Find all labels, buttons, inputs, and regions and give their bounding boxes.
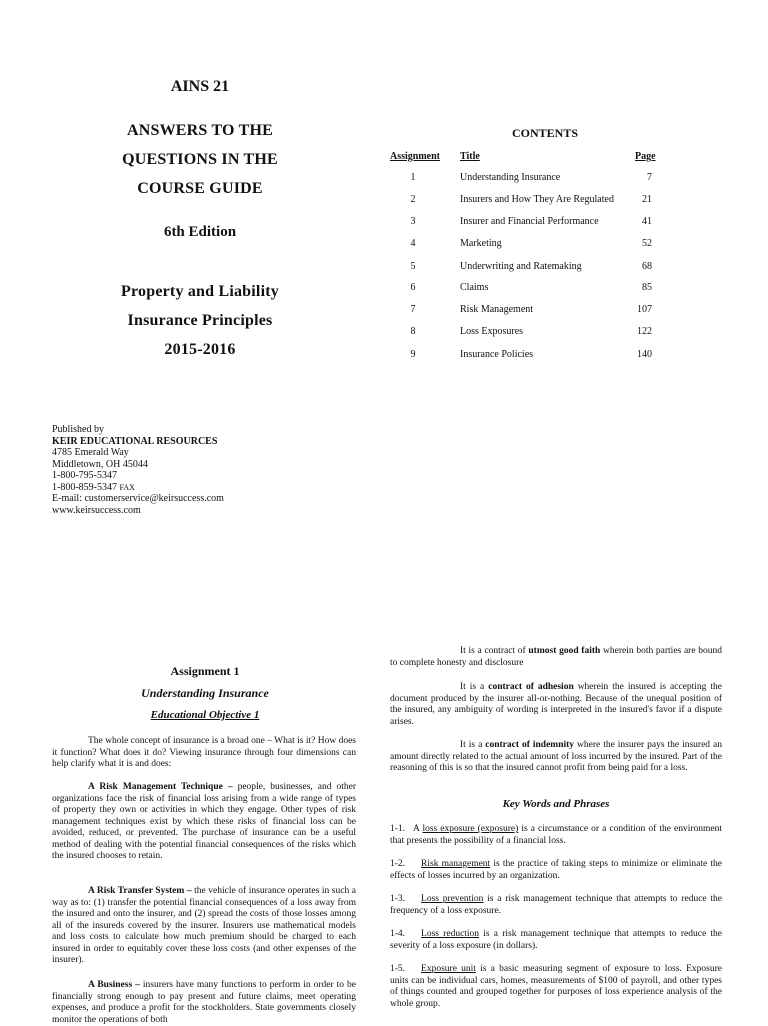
intro-paragraph <box>52 736 356 771</box>
title-line-3: COURSE GUIDE <box>137 180 263 197</box>
toc-row <box>390 261 660 275</box>
risk-management-term: A Risk Management Technique – <box>88 782 233 792</box>
toc-row-title: Insurer and Financial Performance <box>460 216 599 227</box>
publisher-city: Middletown, OH 45044 <box>52 458 148 470</box>
toc-row-number: 4 <box>410 238 416 249</box>
toc-row-page: 122 <box>637 326 652 337</box>
indemnity-pre: It is a <box>460 740 486 750</box>
key-term-number: 1-2. <box>390 859 406 869</box>
toc-row-page: 107 <box>637 304 652 315</box>
key-term-number: 1-4. <box>390 929 406 939</box>
risk-management-paragraph <box>52 782 356 863</box>
adhesion-pre: It is a <box>460 682 489 692</box>
utmost-good-faith-term: utmost good faith <box>528 646 601 656</box>
toc-header-title: Title <box>460 151 480 162</box>
toc-row-number: 5 <box>410 261 416 272</box>
risk-management-key-term: Risk management <box>421 859 491 869</box>
key-term-number: 1-5. <box>390 964 406 974</box>
toc-row-title: Risk Management <box>460 304 534 315</box>
key-term-1-3 <box>390 894 722 917</box>
utmost-good-faith-paragraph <box>390 646 722 669</box>
toc-row-page: 52 <box>642 238 652 249</box>
subtitle-line-1: Property and Liability <box>121 283 279 300</box>
toc-row <box>390 172 660 186</box>
assignment-subtitle: Understanding Insurance <box>141 686 269 700</box>
key-term-1-5 <box>390 964 722 1010</box>
adhesion-paragraph <box>390 682 722 728</box>
loss-reduction-term: Loss reduction <box>421 929 480 939</box>
toc-row-title: Understanding Insurance <box>460 172 561 183</box>
intro-text: The whole concept of insurance is a broad one – What is it? How does it function? What does it do? Viewing insurance through four dimensions can help clarify what it is and does: <box>52 736 356 769</box>
key-term-1-4 <box>390 929 722 952</box>
toc-row-title: Loss Exposures <box>460 326 524 337</box>
key-term-1-2 <box>390 859 722 882</box>
good-faith-pre: It is a contract of <box>460 646 529 656</box>
toc-header-assignment: Assignment <box>390 151 441 162</box>
toc-row-number: 1 <box>410 172 416 183</box>
edition: 6th Edition <box>163 224 237 240</box>
loss-prevention-term: Loss prevention <box>421 894 484 904</box>
publisher-street: 4785 Emerald Way <box>52 447 129 458</box>
fax-number: 1-800-859-5347 <box>52 481 117 493</box>
published-by-label: Published by <box>52 424 104 435</box>
toc-row-number: 9 <box>410 349 416 360</box>
years: 2015-2016 <box>164 341 236 358</box>
key-term-1-1 <box>390 824 722 847</box>
publisher-name: KEIR EDUCATIONAL RESOURCES <box>52 435 218 447</box>
toc-row-page: 41 <box>642 216 652 227</box>
key-term-definition: is a basic measuring segment of exposure to loss. Exposure units can be individual cars, homes, measurements of $100 of payroll, and other types of things counted and grouped together for purposes of loss experience analysis of the whole group. <box>390 964 722 1009</box>
risk-transfer-paragraph <box>52 886 356 967</box>
risk-transfer-term: A Risk Transfer System – <box>88 886 192 896</box>
publisher-fax <box>52 482 224 494</box>
indemnity-post: where the insurer pays the insured an amount directly related to the actual amount of loss incurred by the insured. Part of the reasoning of this is so that the insured cannot profit from being paid for a loss. <box>390 740 722 773</box>
business-term: A Business – <box>88 980 140 990</box>
toc-row-title: Marketing <box>460 238 502 249</box>
risk-management-text: people, businesses, and other organizations face the risk of financial loss arising from a wide range of types of property they own or activities in which they engage. Other types of risk management techniques exist by which these risks of financial loss can be avoided, reduced, or prevented. The purchase of insurance can be a useful method of dealing with the potential financial consequences of the risks which the insured chooses to retain. <box>52 782 356 861</box>
fax-label: FAX <box>119 482 135 492</box>
title-line-1: ANSWERS TO THE <box>127 122 273 139</box>
toc-row <box>390 194 660 208</box>
toc-row-number: 2 <box>410 194 416 205</box>
key-term-definition: is a risk management technique that attempts to reduce the severity of a loss exposure (in dollars). <box>390 929 722 951</box>
contract-of-indemnity-term: contract of indemnity <box>485 740 575 750</box>
publisher-email: E-mail: customerservice@keirsuccess.com <box>52 493 224 504</box>
contents-heading: CONTENTS <box>511 126 579 140</box>
toc-row-title: Underwriting and Ratemaking <box>460 261 582 272</box>
toc-row-number: 3 <box>410 216 416 227</box>
publisher-phone: 1-800-795-5347 <box>52 470 117 481</box>
key-words-heading: Key Words and Phrases <box>502 798 610 810</box>
toc-row-page: 7 <box>647 172 652 183</box>
key-term-number: 1-3. <box>390 894 406 904</box>
toc-row <box>390 216 660 230</box>
publisher-block <box>52 424 224 516</box>
loss-exposure-term: loss exposure (exposure) <box>422 824 519 834</box>
toc-header-page: Page <box>635 151 656 162</box>
key-term-definition: is a risk management technique that attempts to reduce the frequency of a loss exposure. <box>390 894 722 916</box>
contract-of-adhesion-term: contract of adhesion <box>488 682 574 692</box>
key-term-definition: is the practice of taking steps to minimize or eliminate the effects of losses incurred by an organization. <box>390 859 722 881</box>
toc-row-number: 7 <box>410 304 416 315</box>
subtitle-line-2: Insurance Principles <box>127 312 273 329</box>
assignment-heading: Assignment 1 <box>170 664 240 678</box>
toc-row-page: 85 <box>642 282 652 293</box>
exposure-unit-term: Exposure unit <box>421 964 476 974</box>
educational-objective: Educational Objective 1 <box>150 709 260 721</box>
toc-row-number: 6 <box>410 282 416 293</box>
toc-row-number: 8 <box>410 326 416 337</box>
key-term-number: 1-1. <box>390 824 406 834</box>
publisher-website: www.keirsuccess.com <box>52 504 141 516</box>
business-text: insurers have many functions to perform in order to be financially strong enough to pay present and future claims, meet operating expenses, and produce a profit for the stockholders. State governments closely monitor the operations of both <box>52 980 356 1025</box>
toc-row <box>390 349 660 363</box>
risk-transfer-text: the vehicle of insurance operates in such a way as to: (1) transfer the potential financial consequences of a loss away from the insured and onto the insurer, and (2) spread the costs of those losses among all of the insureds covered by the insurer. Insurers use mathematical models and loss costs to calculate how much premium should be charged to each insured in order to equitably cover these loss costs (and other expenses of the insurer). <box>52 886 356 965</box>
toc-row <box>390 238 660 252</box>
indemnity-paragraph <box>390 740 722 775</box>
toc-row <box>390 282 660 296</box>
key-term-pre: A <box>413 824 423 834</box>
toc-row-page: 140 <box>637 349 652 360</box>
adhesion-post: wherein the insured is accepting the document produced by the insurer all-or-nothing. Because of the unequal position of the insured, any ambiguity of wording is interpreted in the insured's favor if a dispute arises. <box>390 682 722 727</box>
title-line-2: QUESTIONS IN THE <box>122 151 278 168</box>
toc-row-title: Insurers and How They Are Regulated <box>460 194 614 205</box>
course-code: AINS 21 <box>170 78 230 95</box>
toc-row <box>390 304 660 318</box>
toc-row-page: 21 <box>642 194 652 205</box>
toc-row <box>390 326 660 340</box>
business-paragraph <box>52 980 356 1026</box>
toc-row-title: Claims <box>460 282 489 293</box>
key-term-definition: is a circumstance or a condition of the environment that presents the possibility of a financial loss. <box>390 824 723 846</box>
good-faith-post: wherein both parties are bound to complete honesty and disclosure <box>390 646 722 668</box>
toc-row-title: Insurance Policies <box>460 349 534 360</box>
toc-row-page: 68 <box>642 261 652 272</box>
